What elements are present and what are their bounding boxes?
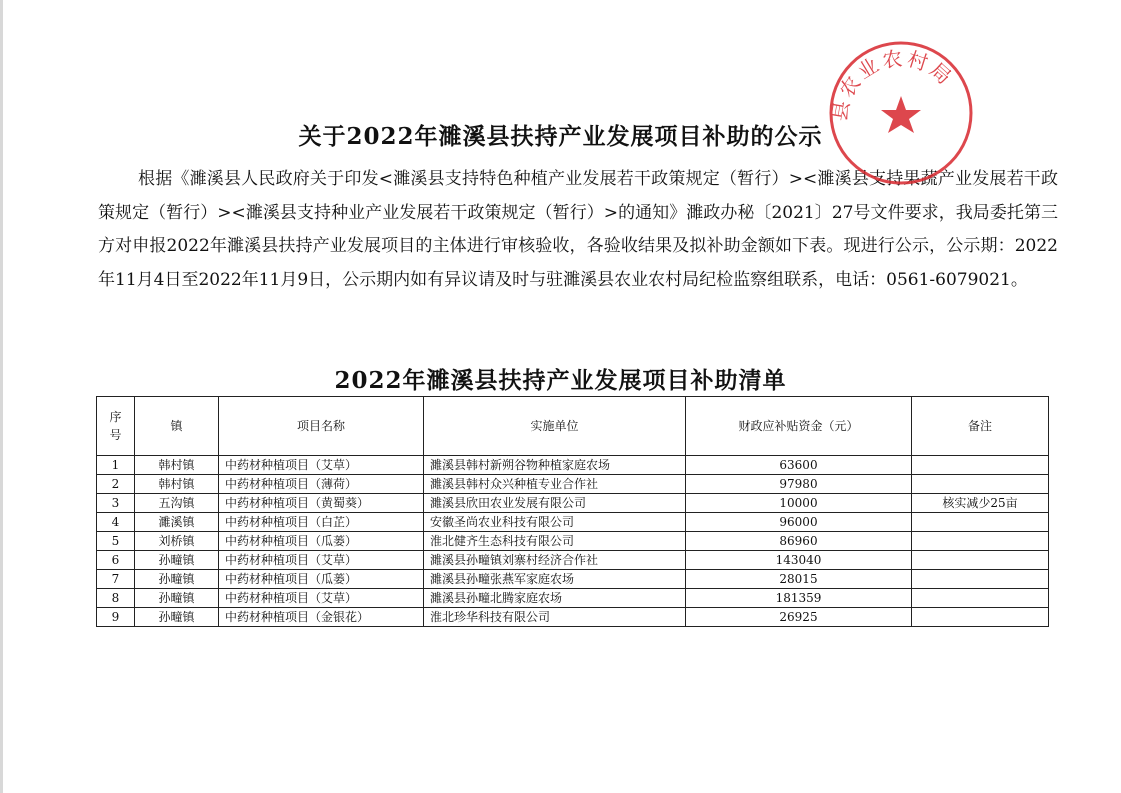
cell-note — [912, 456, 1049, 475]
document-title: 关于2022年濉溪县扶持产业发展项目补助的公示 — [298, 123, 823, 150]
cell-town: 韩村镇 — [135, 456, 219, 475]
cell-amount: 86960 — [686, 532, 912, 551]
document-body: 根据《濉溪县人民政府关于印发<濉溪县支持特色种植产业发展若干政策规定（暂行）><濉溪县支持果蔬产业发展若干政策规定（暂行）><濉溪县支持种业产业发展若干政策规定（暂行）>的通知》濉政办秘〔2021〕27号文件要求，我局委托第三方对申报2022年濉溪县扶持产业发展项目的主体进行审核验收，各验收结果及拟补助金额如下表。现进行公示，公示期：2022年11月4日至2022年11月9日，公示期内如有异议请及时与驻濉溪县农业农村局纪检监察组联系，电话：0561-6079021。 — [98, 169, 1058, 290]
header-seq-bottom: 号 — [109, 428, 122, 442]
cell-unit: 濉溪县孙疃北腾家庭农场 — [424, 589, 686, 608]
cell-amount: 63600 — [686, 456, 912, 475]
table-row — [97, 551, 1049, 570]
cell-project: 中药材种植项目（黄蜀葵） — [219, 494, 424, 513]
cell-amount: 181359 — [686, 589, 912, 608]
cell-town: 五沟镇 — [135, 494, 219, 513]
table-row — [97, 475, 1049, 494]
cell-town: 濉溪镇 — [135, 513, 219, 532]
header-seq-top: 序 — [109, 410, 122, 424]
cell-seq: 4 — [97, 513, 135, 532]
cell-unit: 淮北健齐生态科技有限公司 — [424, 532, 686, 551]
cell-seq: 1 — [97, 456, 135, 475]
table-row — [97, 570, 1049, 589]
cell-town: 孙疃镇 — [135, 551, 219, 570]
cell-note — [912, 551, 1049, 570]
cell-unit: 淮北珍华科技有限公司 — [424, 608, 686, 627]
cell-amount: 26925 — [686, 608, 912, 627]
official-seal — [826, 38, 976, 188]
cell-amount: 10000 — [686, 494, 912, 513]
cell-unit: 濉溪县韩村新朔谷物种植家庭农场 — [424, 456, 686, 475]
cell-amount: 143040 — [686, 551, 912, 570]
header-seq — [97, 397, 135, 456]
cell-project: 中药材种植项目（白芷） — [219, 513, 424, 532]
subsidy-table — [96, 396, 1049, 627]
cell-unit: 安徽圣尚农业科技有限公司 — [424, 513, 686, 532]
cell-project: 中药材种植项目（艾草） — [219, 456, 424, 475]
cell-seq: 8 — [97, 589, 135, 608]
cell-seq: 6 — [97, 551, 135, 570]
cell-town: 孙疃镇 — [135, 570, 219, 589]
cell-seq: 7 — [97, 570, 135, 589]
cell-note — [912, 608, 1049, 627]
table-row — [97, 532, 1049, 551]
cell-project: 中药材种植项目（瓜蒌） — [219, 570, 424, 589]
list-title: 2022年濉溪县扶持产业发展项目补助清单 — [334, 367, 787, 394]
cell-project: 中药材种植项目（瓜蒌） — [219, 532, 424, 551]
cell-unit: 濉溪县欣田农业发展有限公司 — [424, 494, 686, 513]
table-row — [97, 589, 1049, 608]
table-row — [97, 608, 1049, 627]
header-town: 镇 — [135, 397, 219, 456]
header-unit: 实施单位 — [424, 397, 686, 456]
cell-note — [912, 475, 1049, 494]
cell-project: 中药材种植项目（艾草） — [219, 589, 424, 608]
cell-note — [912, 589, 1049, 608]
cell-seq: 2 — [97, 475, 135, 494]
cell-project: 中药材种植项目（艾草） — [219, 551, 424, 570]
cell-amount: 97980 — [686, 475, 912, 494]
cell-unit: 濉溪县韩村众兴种植专业合作社 — [424, 475, 686, 494]
cell-unit: 濉溪县孙疃镇刘寨村经济合作社 — [424, 551, 686, 570]
cell-note — [912, 513, 1049, 532]
cell-unit: 濉溪县孙疃张燕军家庭农场 — [424, 570, 686, 589]
table-row — [97, 494, 1049, 513]
cell-town: 韩村镇 — [135, 475, 219, 494]
table-header-row — [97, 397, 1049, 456]
header-amount: 财政应补贴资金（元） — [686, 397, 912, 456]
table-row — [97, 513, 1049, 532]
header-project: 项目名称 — [219, 397, 424, 456]
cell-amount: 96000 — [686, 513, 912, 532]
cell-town: 刘桥镇 — [135, 532, 219, 551]
cell-town: 孙疃镇 — [135, 608, 219, 627]
seal-text: 县农业农村局 — [827, 45, 959, 123]
cell-seq: 3 — [97, 494, 135, 513]
table-row — [97, 456, 1049, 475]
cell-project: 中药材种植项目（金银花） — [219, 608, 424, 627]
cell-seq: 5 — [97, 532, 135, 551]
cell-amount: 28015 — [686, 570, 912, 589]
seal-star-icon — [881, 96, 921, 133]
cell-town: 孙疃镇 — [135, 589, 219, 608]
header-note: 备注 — [912, 397, 1049, 456]
cell-note — [912, 532, 1049, 551]
cell-seq: 9 — [97, 608, 135, 627]
cell-project: 中药材种植项目（薄荷） — [219, 475, 424, 494]
cell-note — [912, 570, 1049, 589]
cell-note: 核实减少25亩 — [912, 494, 1049, 513]
